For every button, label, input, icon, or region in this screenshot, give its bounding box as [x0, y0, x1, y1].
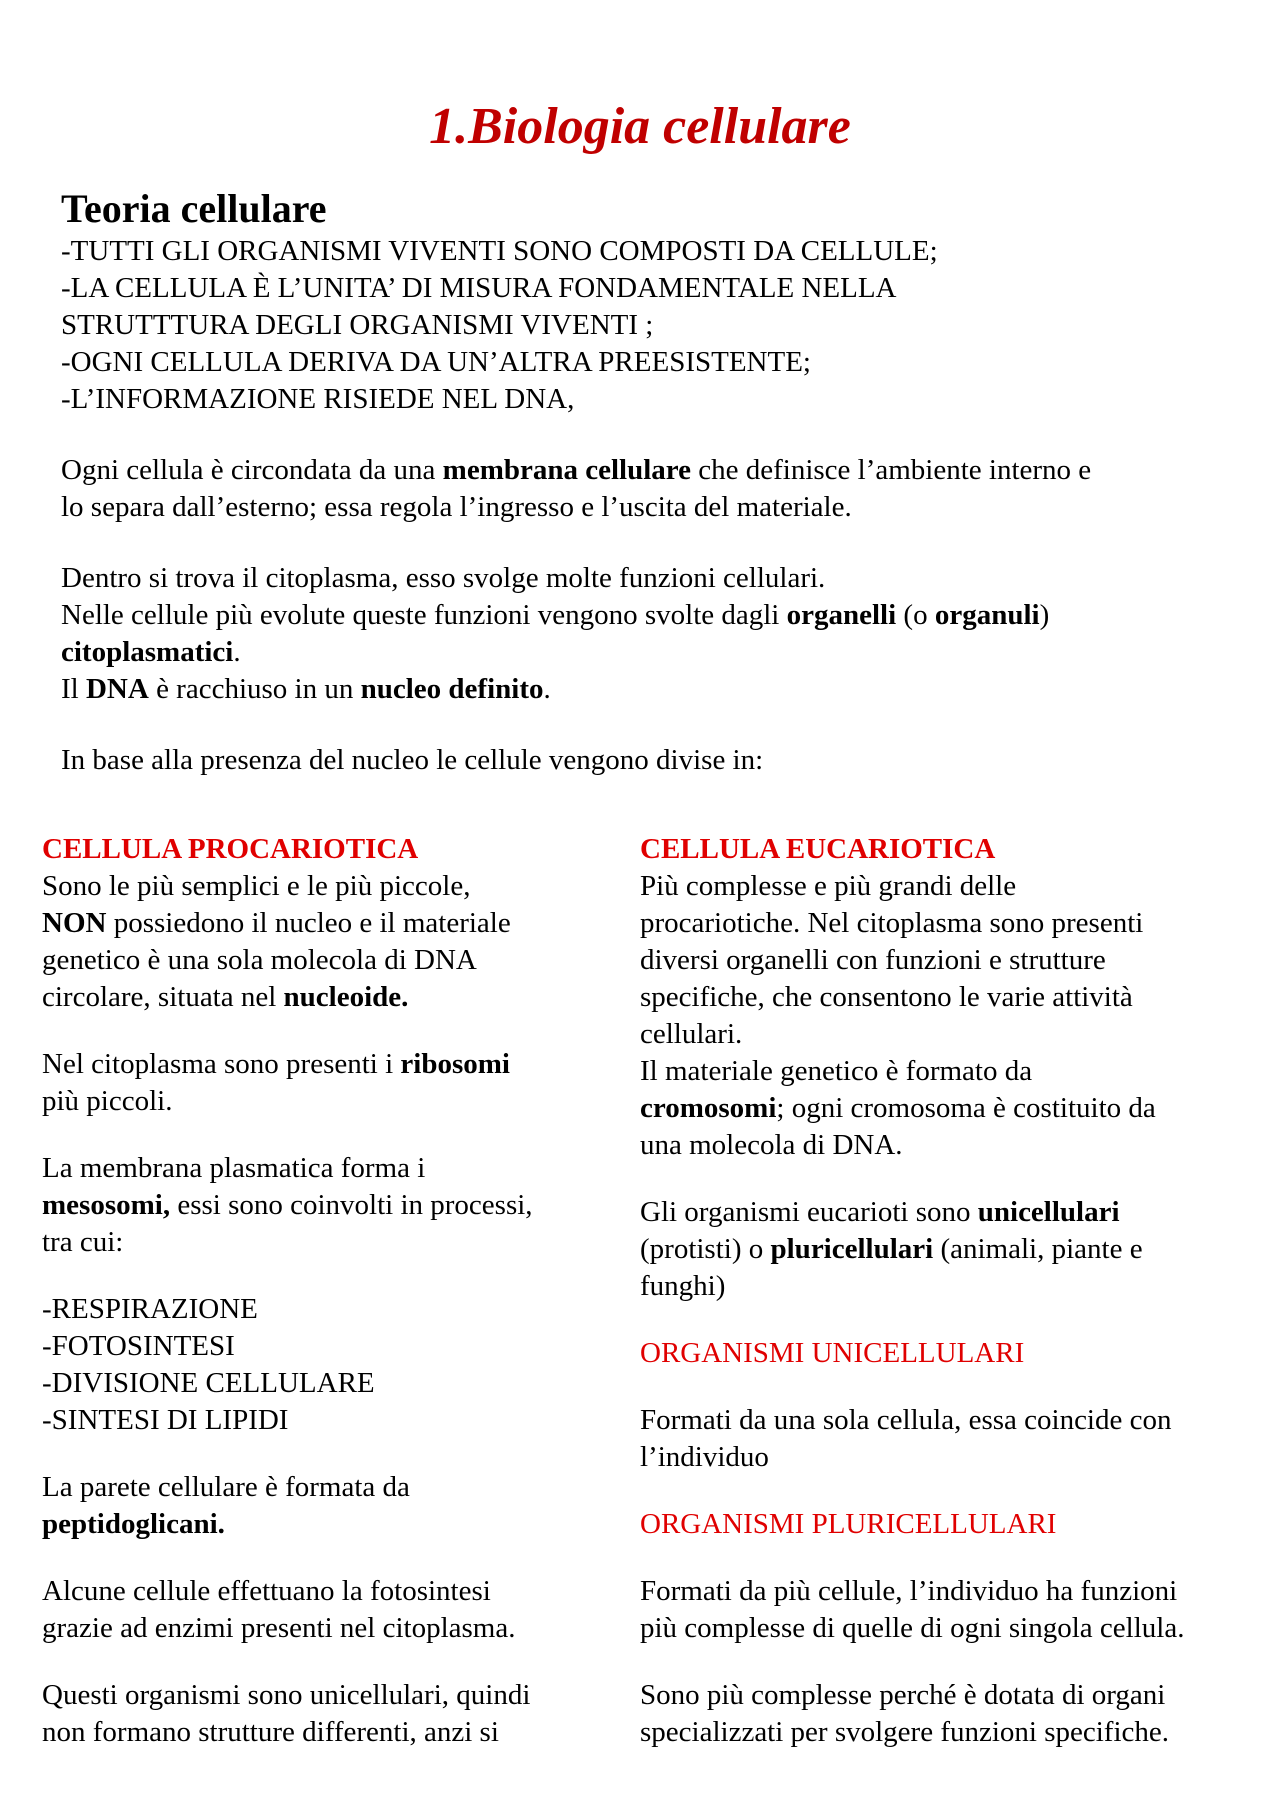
prokaryotic-column: CELLULA PROCARIOTICA Sono le più semplici e le più piccole, NON possiedono il nucleo e il materiale genetico è una sola molecola di DNA circolare, situata nel nucleoide. Nel citoplasma sono presenti i ribosomi più piccoli. La membrana plasmatica forma i mesosomi, essi sono coinvolti in processi, tra cui: -RESPIRAZIONE -FOTOSINTESI -DIVISIONE CELLULARE -SINTESI DI LIPIDI La parete cellulare è formata da peptidoglicani. Alcune cellule effettuano la fotosintesi grazie ad enzimi presenti nel citoplasma. Questi organismi sono unicellulari, quindi non formano strutture differenti, anzi si — [42, 831, 612, 1751]
eukaryotic-column: CELLULA EUCARIOTICA Più complesse e più grandi delle procariotiche. Nel citoplasma sono presenti diversi organelli con funzioni e strutture specifiche, che consentono le varie attività cellulari. Il materiale genetico è formato da cromosomi; ogni cromosoma è costituito da una molecola di DNA. Gli organismi eucarioti sono unicellulari (protisti) o pluricellulari (animali, piante e funghi) ORGANISMI UNICELLULARI Formati da una sola cellula, essa coincide con l’individuo ORGANISMI PLURICELLULARI Formati da più cellule, l’individuo ha funzioni più complesse di quelle di ogni singola cellula. Sono più complesse perché è dotata di organi specializzati per svolgere funzioni specifiche. — [640, 831, 1210, 1751]
theory-line-5: -L’INFORMAZIONE RISIEDE NEL DNA, — [61, 383, 575, 415]
division-intro-paragraph: In base alla presenza del nucleo le cellule vengono divise in: — [61, 744, 764, 776]
list-item: -RESPIRAZIONE — [42, 1293, 258, 1325]
multicellular-heading: ORGANISMI PLURICELLULARI — [640, 1508, 1057, 1540]
eukaryotic-heading: CELLULA EUCARIOTICA — [640, 833, 996, 865]
section-heading: Teoria cellulare — [61, 186, 327, 231]
theory-line-2: -LA CELLULA È L’UNITA’ DI MISURA FONDAMENTALE NELLA — [61, 272, 897, 304]
list-item: -SINTESI DI LIPIDI — [42, 1404, 289, 1436]
membrane-paragraph: Ogni cellula è circondata da una membrana cellulare che definisce l’ambiente interno e lo separa dall’esterno; essa regola l’ingresso e l’uscita del materiale. — [61, 454, 1092, 523]
theory-line-3: STRUTTTURA DEGLI ORGANISMI VIVENTI ; — [61, 309, 654, 341]
unicellular-heading: ORGANISMI UNICELLULARI — [640, 1337, 1025, 1369]
theory-line-4: -OGNI CELLULA DERIVA DA UN’ALTRA PREESISTENTE; — [61, 346, 811, 378]
prokaryotic-heading: CELLULA PROCARIOTICA — [42, 833, 419, 865]
list-item: -FOTOSINTESI — [42, 1330, 235, 1362]
list-item: -DIVISIONE CELLULARE — [42, 1367, 375, 1399]
page-title: 1.Biologia cellulare — [429, 98, 851, 155]
cytoplasm-paragraph: Dentro si trova il citoplasma, esso svolge molte funzioni cellulari. Nelle cellule più evolute queste funzioni vengono svolte dagli organelli (o organuli) citoplasmatici. Il DNA è racchiuso in un nucleo definito. — [61, 562, 1050, 705]
intro-section — [61, 185, 1231, 779]
theory-line-1: -TUTTI GLI ORGANISMI VIVENTI SONO COMPOSTI DA CELLULE; — [61, 235, 938, 267]
